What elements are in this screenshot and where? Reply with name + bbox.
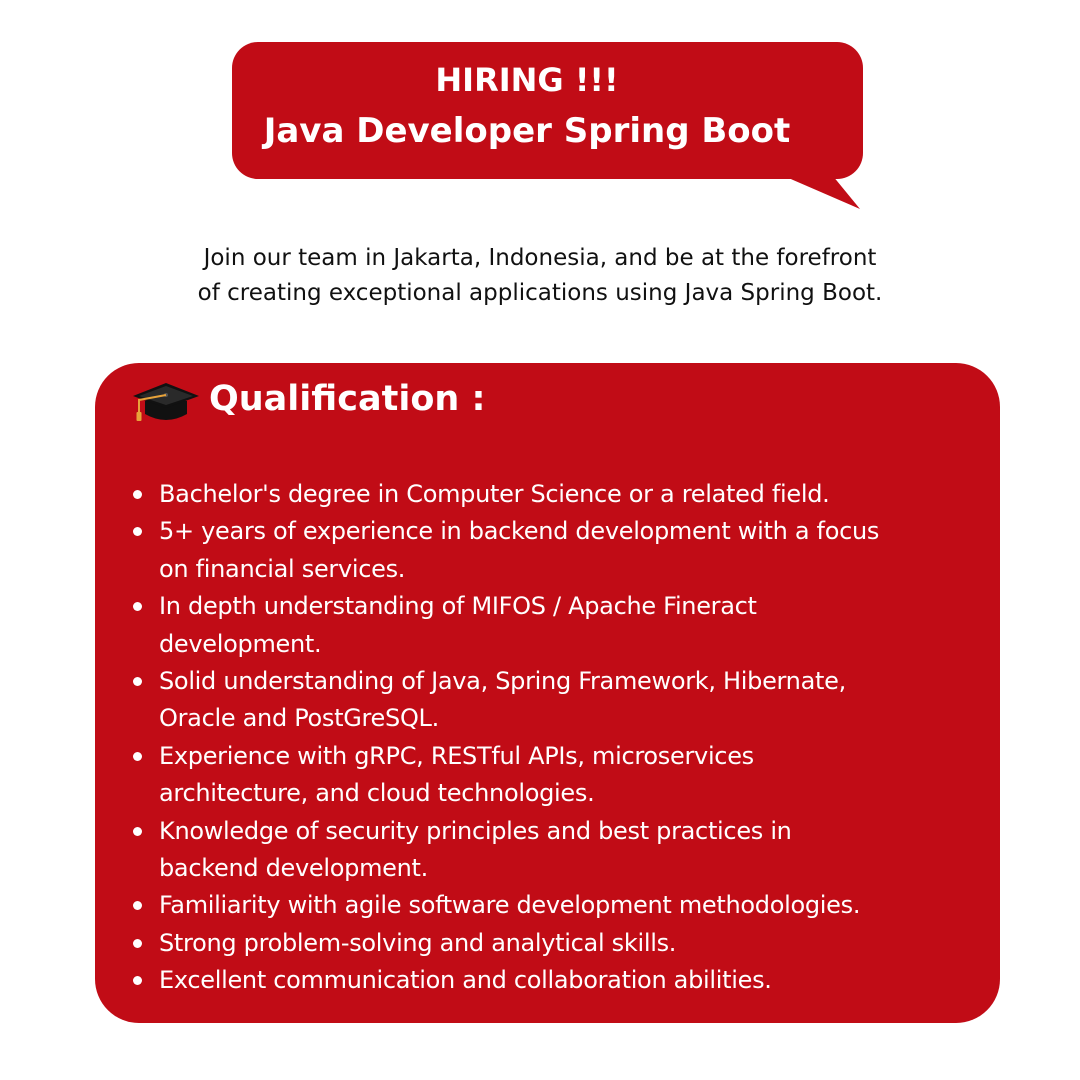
list-item-text: Experience with gRPC, RESTful APIs, microservices — [159, 741, 754, 770]
list-item — [131, 813, 971, 888]
qualification-list — [131, 476, 971, 1000]
graduation-cap-icon — [131, 380, 201, 428]
intro-text — [140, 241, 940, 311]
list-item-text: Strong problem-solving and analytical skills. — [159, 928, 677, 957]
hiring-label: HIRING !!! — [435, 61, 619, 99]
list-item-text: architecture, and cloud technologies. — [159, 779, 595, 808]
intro-line: of creating exceptional applications using Java Spring Boot. — [197, 280, 883, 306]
list-item — [131, 887, 971, 924]
list-item-text: Familiarity with agile software development methodologies. — [159, 891, 861, 920]
qualification-heading: Qualification : — [209, 379, 486, 419]
list-item-text: Oracle and PostGreSQL. — [159, 704, 439, 733]
list-item — [131, 476, 971, 513]
list-item — [131, 925, 971, 962]
job-title: Java Developer Spring Boot — [263, 111, 791, 151]
list-item-text: Solid understanding of Java, Spring Framework, Hibernate, — [159, 667, 846, 696]
list-item — [131, 513, 971, 588]
list-item-text: 5+ years of experience in backend development with a focus — [159, 517, 880, 546]
list-item-text: Bachelor's degree in Computer Science or a related field. — [159, 480, 830, 508]
list-item — [131, 663, 971, 738]
list-item-text: In depth understanding of MIFOS / Apache Fineract — [159, 592, 757, 621]
list-item-text: Knowledge of security principles and best practices in — [159, 816, 792, 845]
list-item — [131, 738, 971, 813]
list-item-text: Excellent communication and collaboration abilities. — [159, 966, 772, 995]
list-item — [131, 962, 971, 999]
list-item-text: on financial services. — [159, 554, 406, 583]
list-item-text: development. — [159, 629, 322, 658]
intro-line: Join our team in Jakarta, Indonesia, and be at the forefront — [203, 245, 877, 271]
list-item-text: backend development. — [159, 854, 428, 883]
list-item — [131, 588, 971, 663]
